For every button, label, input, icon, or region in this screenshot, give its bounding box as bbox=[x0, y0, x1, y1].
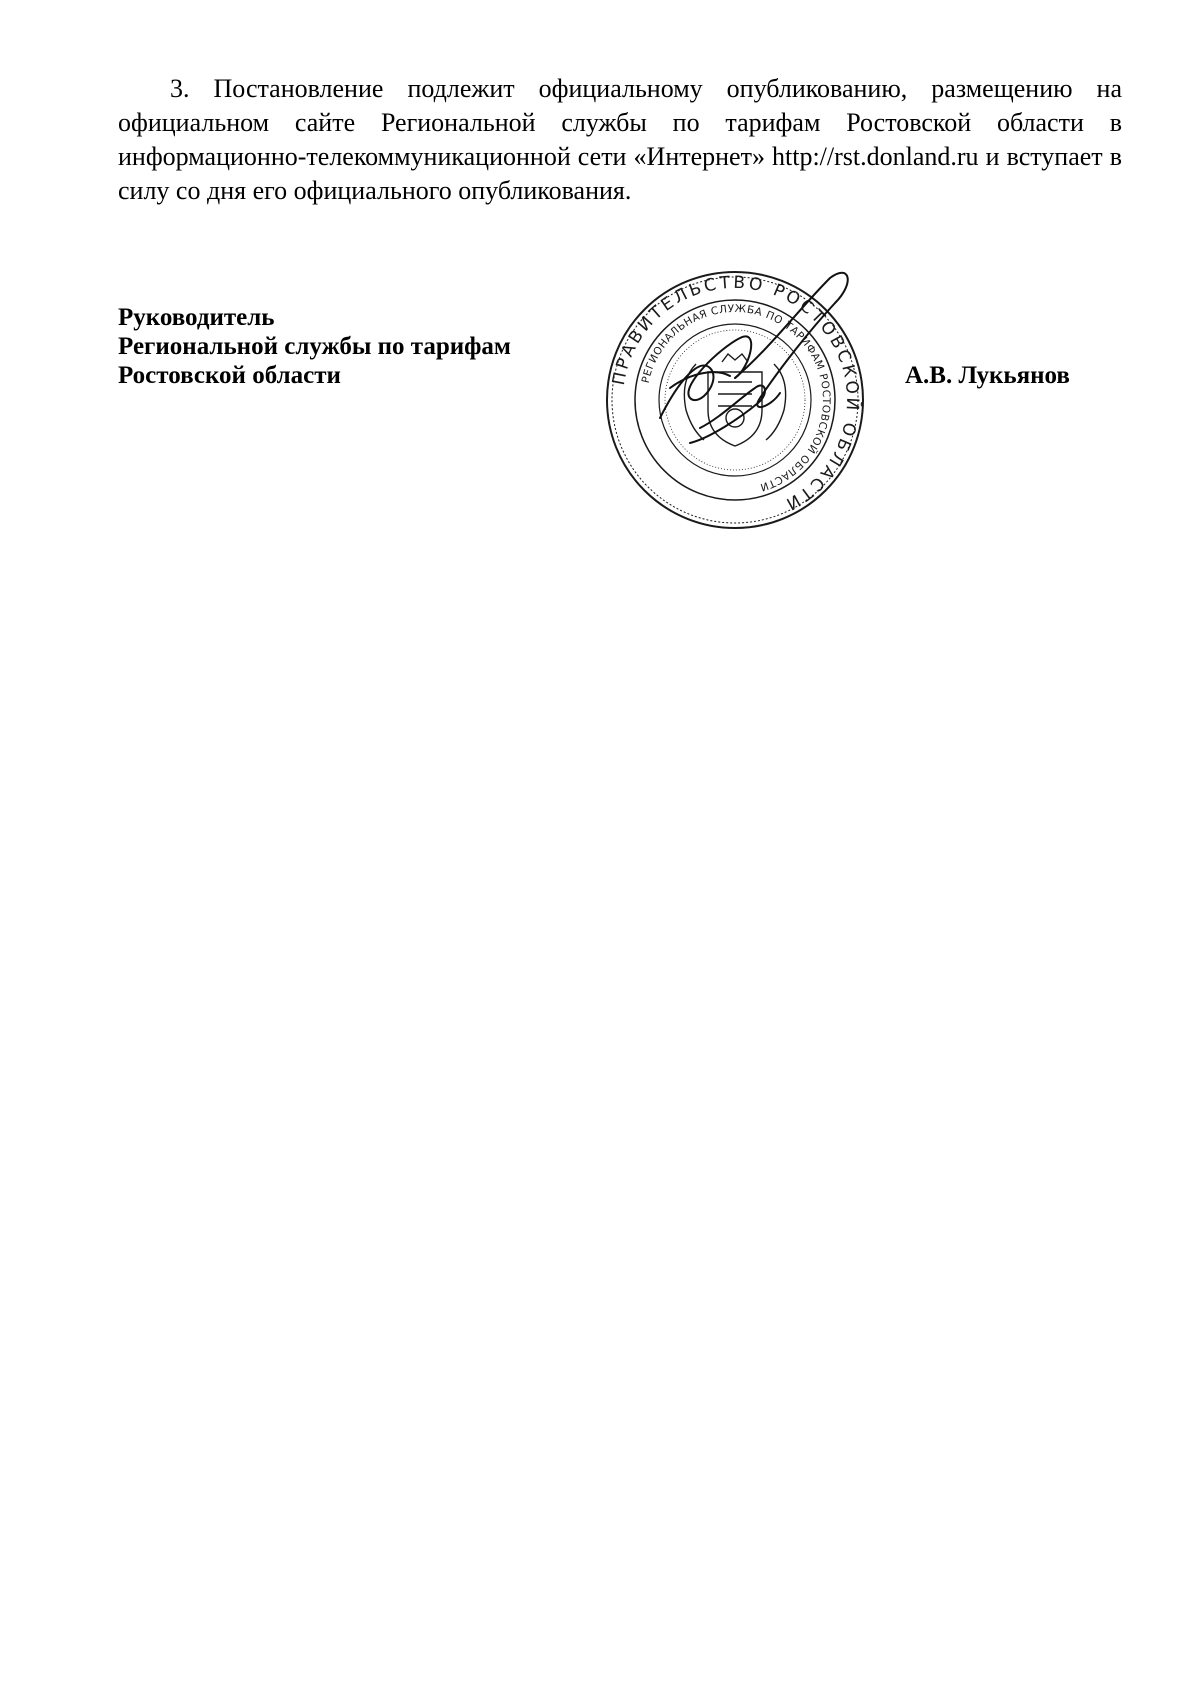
signatory-name: А.В. Лукьянов bbox=[905, 362, 1070, 389]
paragraph-3: 3. Постановление подлежит официальному опубликованию, размещению на официальном сайте Региональной службы по тарифам Ростовской области в информационно-телекоммуникационной сети «Интернет» http://rst.donland.ru и вступает в силу со дня его официального опубликования. bbox=[118, 74, 1122, 205]
seal-outer-text: ПРАВИТЕЛЬСТВО РОСТОВСКОЙ ОБЛАСТИ bbox=[608, 272, 863, 515]
signatory-position bbox=[118, 303, 511, 390]
position-line-3: Ростовской области bbox=[118, 362, 341, 389]
position-line-1: Руководитель bbox=[118, 304, 275, 331]
seal-inner-text: РЕГИОНАЛЬНАЯ СЛУЖБА ПО ТАРИФАМ РОСТОВСКОЙ ОБЛАСТИ bbox=[639, 302, 833, 494]
handwritten-signature-icon bbox=[640, 268, 880, 468]
position-line-2: Региональной службы по тарифам bbox=[118, 333, 511, 360]
